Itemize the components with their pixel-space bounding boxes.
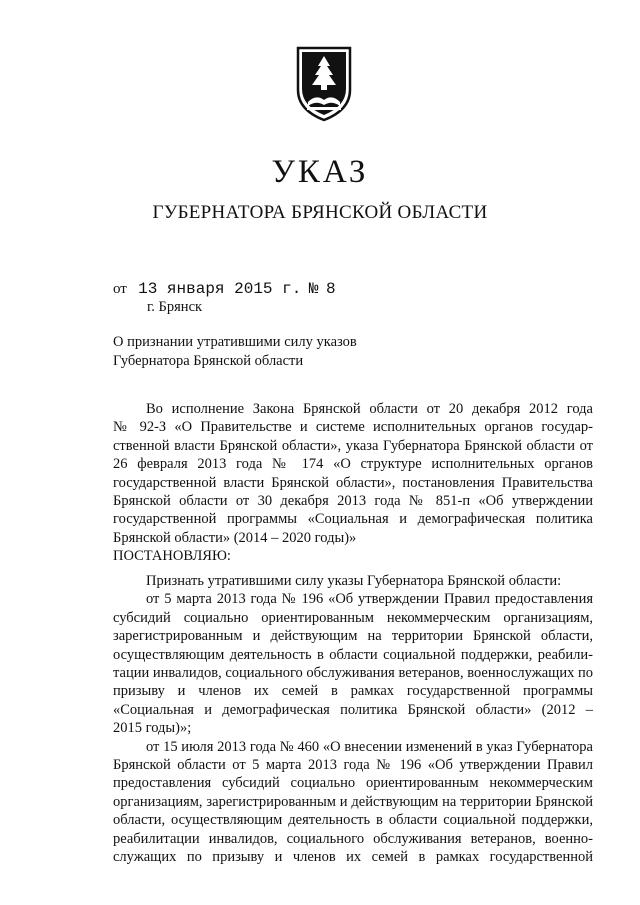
text-line: служащих по призыву и членов их семей в рамках государственной	[113, 849, 593, 866]
subject-line: О признании утратившими силу указов	[113, 334, 357, 350]
text-line: от 15 июля 2013 года № 460 «О внесении изменений в указ Губернатора	[146, 738, 593, 755]
document-subtitle: ГУБЕРНАТОРА БРЯНСКОЙ ОБЛАСТИ	[152, 202, 488, 223]
text-line: тации инвалидов, социального обслуживания ветеранов, военнослужащих по	[113, 665, 593, 682]
text-line: призыву и членов их семей в рамках государственной программы	[113, 683, 593, 700]
text-line: государственной программы «Социальная и демографическая политика	[113, 511, 593, 528]
text-line: от 5 марта 2013 года № 196 «Об утверждении Правил предоставления	[146, 591, 593, 608]
text-line: «Социальная и демографическая политика Брянской области» (2012 –	[113, 701, 593, 718]
subject-block	[113, 333, 533, 371]
text-line: зарегистрированным и действующим на территории Брянской области,	[113, 628, 593, 645]
text-line: Брянской области от 30 декабря 2013 года № 851-п «Об утверждении	[113, 493, 593, 510]
date-value: 13 января 2015 г.	[138, 280, 302, 298]
text-line: субсидий социально ориентированным некоммерческим организациям,	[113, 609, 593, 626]
text-line: предоставления субсидий социально ориентированным некоммерческим	[113, 775, 593, 792]
city: г. Брянск	[147, 299, 203, 315]
subject-line: Губернатора Брянской области	[113, 353, 304, 369]
text-line: реабилитации инвалидов, социального обслуживания ветеранов, военно-	[113, 830, 593, 847]
text-line: Брянской области» (2014 – 2020 годы)»	[113, 529, 357, 546]
text-line: осуществляющим деятельность в области социальной поддержки, реабили-	[113, 646, 593, 663]
document-title: УКАЗ	[271, 154, 369, 190]
date-line	[113, 280, 336, 298]
date-prefix: от	[113, 281, 127, 297]
coat-of-arms-emblem	[292, 44, 356, 124]
decision-block	[113, 572, 593, 867]
text-line: 2015 годы)»;	[113, 720, 192, 737]
number-prefix: №	[308, 280, 319, 298]
text-line: Брянской области от 5 марта 2013 года № 196 «Об утверждении Правил	[113, 757, 593, 774]
text-line: организациям, зарегистрированным и действующим на территории Брянской	[113, 793, 593, 810]
text-line: государственной власти Брянской области», постановления Правительства	[113, 474, 593, 491]
number-value: 8	[325, 280, 336, 298]
decree-word: ПОСТАНОВЛЯЮ:	[113, 548, 231, 565]
text-line: ственной власти Брянской области», указа Губернатора Брянской области от	[113, 437, 593, 454]
text-line: Во исполнение Закона Брянской области от 20 декабря 2012 года	[146, 401, 593, 417]
preamble-block	[113, 400, 593, 566]
text-line: № 92-З «О Правительстве и системе исполнительных органов государ-	[113, 419, 593, 436]
text-line: области, осуществляющим деятельность в области социальной поддержки,	[113, 812, 593, 829]
text-line: 26 февраля 2013 года № 174 «О структуре исполнительных органов	[113, 456, 593, 473]
text-line: Признать утратившими силу указы Губернатора Брянской области:	[146, 573, 562, 589]
